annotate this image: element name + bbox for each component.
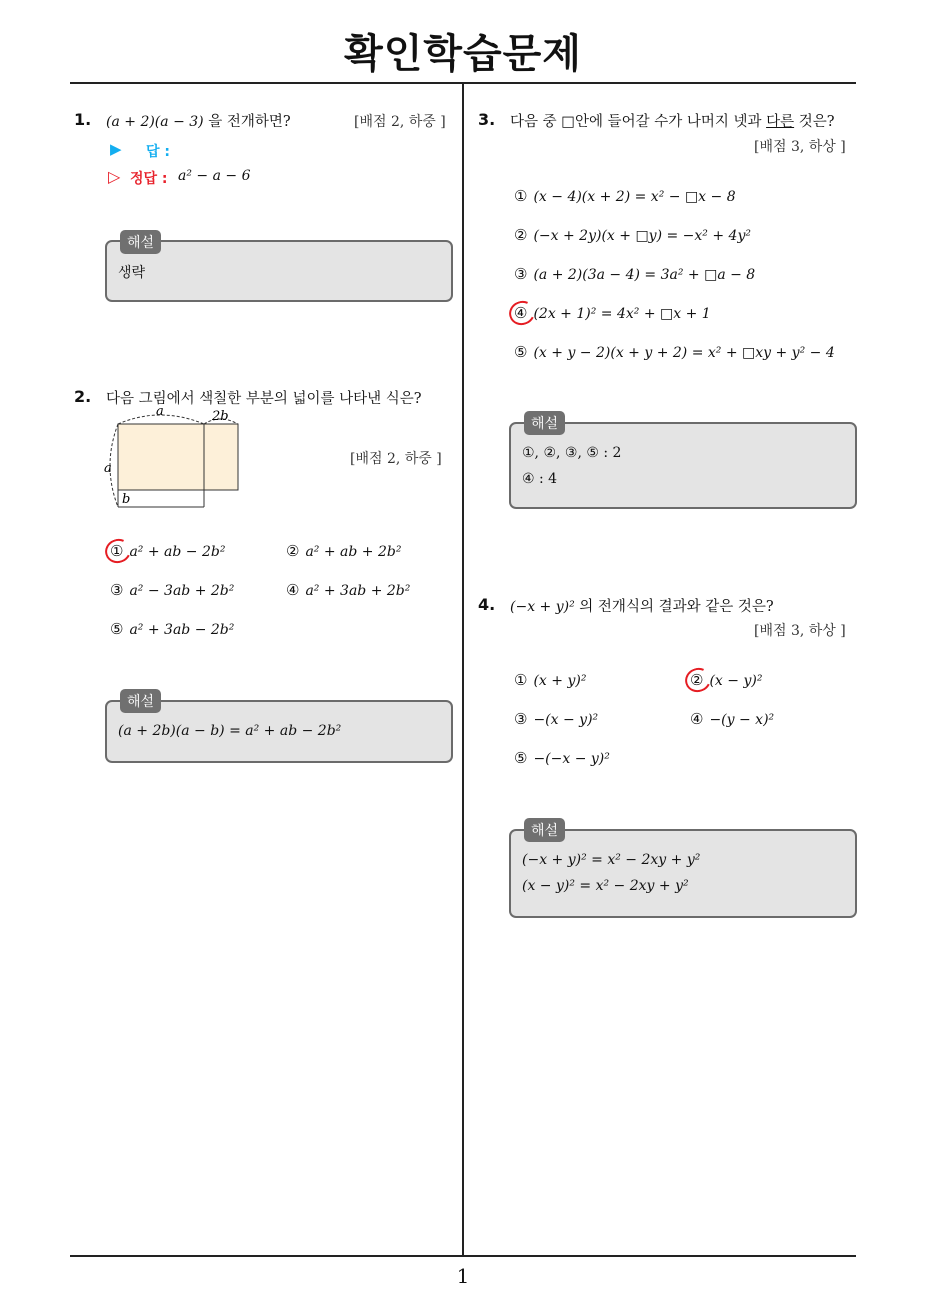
option-number: ① — [110, 542, 124, 560]
question-number: 3. — [478, 110, 496, 129]
bottom-rule — [70, 1255, 856, 1257]
option-number: ④ — [286, 581, 300, 599]
question-prompt-end: 것은? — [794, 114, 835, 130]
column-divider — [462, 82, 464, 1257]
question-prompt-start: 다음 중 □안에 들어갈 수가 나머지 넷과 — [510, 114, 767, 130]
question-expression: (−x + y)² — [510, 599, 575, 615]
option-text: a² + 3ab − 2b² — [129, 622, 235, 638]
option-number: ④ — [514, 304, 528, 322]
solution-tag: 해설 — [120, 689, 161, 713]
solution-line-2: (x − y)² = x² − 2xy + y² — [522, 878, 689, 894]
option-text: (x − 4)(x + 2) = x² − □x − 8 — [533, 189, 736, 205]
option-1[interactable] — [514, 671, 586, 689]
question-expression: (a + 2)(a − 3) — [106, 114, 204, 130]
option-text: a² − 3ab + 2b² — [129, 583, 235, 599]
option-number: ② — [286, 542, 300, 560]
option-number: ⑤ — [110, 620, 124, 638]
option-text: (−x + 2y)(x + □y) = −x² + 4y² — [533, 228, 751, 244]
solution-box — [509, 829, 857, 918]
solution-tag: 해설 — [524, 818, 565, 842]
option-text: (x − y)² — [709, 673, 763, 689]
option-2[interactable] — [514, 226, 751, 244]
option-4[interactable] — [286, 581, 410, 599]
option-number: ① — [514, 671, 528, 689]
option-3[interactable] — [514, 710, 598, 728]
label-b: b — [122, 492, 131, 507]
correct-label: 정답 : — [130, 171, 168, 187]
question-number: 2. — [74, 387, 92, 406]
question-prompt-emphasis: 다른 — [766, 114, 795, 130]
option-2[interactable] — [690, 671, 762, 689]
answer-play-icon: ▶ — [110, 140, 122, 158]
solution-text: (a + 2b)(a − b) = a² + ab − 2b² — [118, 723, 342, 739]
option-number: ⑤ — [514, 749, 528, 767]
question-prompt: 을 전개하면? — [203, 114, 291, 130]
option-text: −(−x − y)² — [533, 751, 610, 767]
score-meta: [배점 3, 하상 ] — [754, 623, 846, 639]
answer-label: 답 : — [146, 144, 170, 160]
option-text: a² + ab + 2b² — [305, 544, 402, 560]
area-figure — [98, 404, 248, 510]
option-3[interactable] — [110, 581, 234, 599]
solution-text: 생략 — [118, 265, 146, 281]
option-5[interactable] — [514, 749, 610, 767]
page-number: 1 — [456, 1264, 470, 1288]
option-text: (x + y − 2)(x + y + 2) = x² + □xy + y² − 4 — [533, 345, 835, 361]
option-5[interactable] — [110, 620, 234, 638]
option-number: ⑤ — [514, 343, 528, 361]
solution-line-1: ①, ②, ③, ⑤ : 2 — [522, 445, 622, 461]
label-a-left: a — [104, 461, 112, 476]
score-meta: [배점 2, 하중 ] — [350, 451, 442, 467]
solution-line-1: (−x + y)² = x² − 2xy + y² — [522, 852, 701, 868]
option-text: −(x − y)² — [533, 712, 599, 728]
option-number: ① — [514, 187, 528, 205]
option-number: ④ — [690, 710, 704, 728]
option-1[interactable] — [110, 542, 225, 560]
option-number: ② — [514, 226, 528, 244]
question-prompt: 의 전개식의 결과와 같은 것은? — [574, 599, 774, 615]
option-text: a² + 3ab + 2b² — [305, 583, 411, 599]
option-4[interactable] — [514, 304, 711, 322]
option-1[interactable] — [514, 187, 736, 205]
option-text: (2x + 1)² = 4x² + □x + 1 — [533, 306, 711, 322]
option-2[interactable] — [286, 542, 401, 560]
question-number: 4. — [478, 595, 496, 614]
label-a-top: a — [156, 404, 164, 419]
option-text: (x + y)² — [533, 673, 587, 689]
solution-tag: 해설 — [120, 230, 161, 254]
option-text: a² + ab − 2b² — [129, 544, 226, 560]
option-text: (a + 2)(3a − 4) = 3a² + □a − 8 — [533, 267, 756, 283]
question-number: 1. — [74, 110, 92, 129]
option-number: ③ — [110, 581, 124, 599]
option-number: ③ — [514, 265, 528, 283]
option-4[interactable] — [690, 710, 774, 728]
question-text — [510, 595, 774, 616]
page-title: 확인학습문제 — [344, 31, 582, 77]
score-meta: [배점 2, 하중 ] — [354, 114, 446, 130]
solution-line-2: ④ : 4 — [522, 471, 558, 487]
option-number: ② — [690, 671, 704, 689]
solution-box — [509, 422, 857, 509]
label-2b: 2b — [212, 409, 229, 424]
score-meta: [배점 3, 하상 ] — [754, 139, 846, 155]
question-text — [510, 110, 835, 131]
correct-answer: a² − a − 6 — [178, 168, 251, 184]
correct-play-icon: ▷ — [108, 167, 121, 186]
option-text: −(y − x)² — [709, 712, 775, 728]
question-text: 다음 그림에서 색칠한 부분의 넓이를 나타낸 식은? — [106, 391, 422, 407]
option-5[interactable] — [514, 343, 835, 361]
question-text — [106, 110, 291, 131]
option-3[interactable] — [514, 265, 755, 283]
option-number: ③ — [514, 710, 528, 728]
shaded-region — [118, 424, 238, 490]
solution-tag: 해설 — [524, 411, 565, 435]
